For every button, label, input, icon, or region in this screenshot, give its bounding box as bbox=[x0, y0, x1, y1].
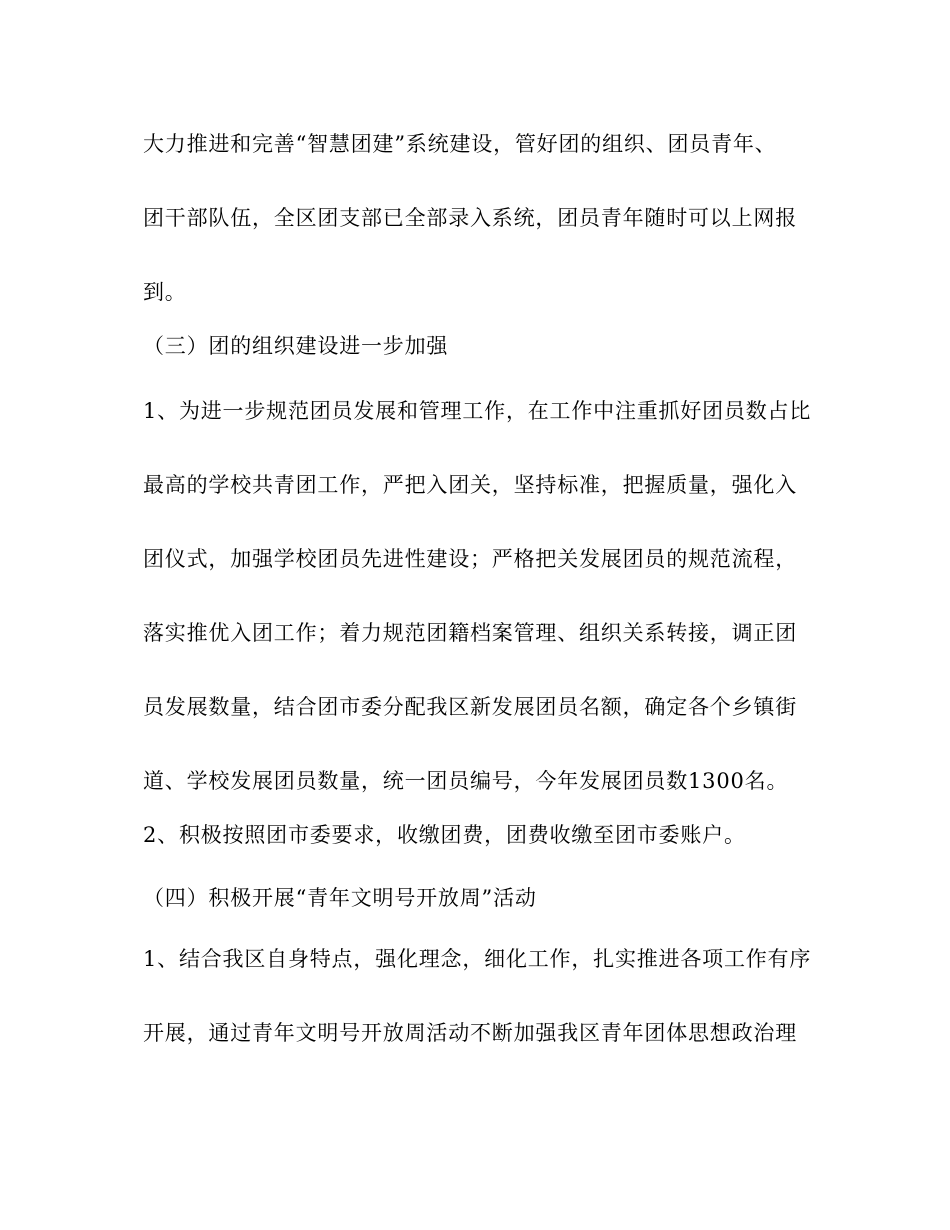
body-paragraph-line: 落实推优入团工作；着力规范团籍档案管理、组织关系转接，调正团 bbox=[143, 621, 797, 645]
body-paragraph-line: 员发展数量，结合团市委分配我区新发展团员名额，确定各个乡镇街 bbox=[143, 695, 797, 719]
body-paragraph-line: 大力推进和完善“智慧团建”系统建设，管好团的组织、团员青年、 bbox=[143, 132, 777, 156]
body-paragraph-line: 到。 bbox=[143, 280, 187, 304]
section-heading: （四）积极开展“青年文明号开放周”活动 bbox=[143, 886, 537, 910]
body-paragraph-line: 团仪式，加强学校团员先进性建设；严格把关发展团员的规范流程， bbox=[143, 547, 797, 571]
body-paragraph-line: 开展，通过青年文明号开放周活动不断加强我区青年团体思想政治理 bbox=[143, 1021, 797, 1045]
section-heading: （三）团的组织建设进一步加强 bbox=[143, 334, 449, 358]
body-paragraph-line: 道、学校发展团员数量，统一团员编号，今年发展团员数1300名。 bbox=[143, 769, 789, 793]
body-paragraph-line: 1、结合我区自身特点，强化理念，细化工作，扎实推进各项工作有序 bbox=[143, 947, 812, 971]
body-paragraph-line: 团干部队伍，全区团支部已全部录入系统，团员青年随时可以上网报 bbox=[143, 206, 797, 230]
body-paragraph-line: 1、为进一步规范团员发展和管理工作，在工作中注重抓好团员数占比 bbox=[143, 399, 812, 423]
body-paragraph-line: 2、积极按照团市委要求，收缴团费，团费收缴至团市委账户。 bbox=[143, 823, 746, 847]
body-paragraph-line: 最高的学校共青团工作，严把入团关，坚持标准，把握质量，强化入 bbox=[143, 473, 797, 497]
